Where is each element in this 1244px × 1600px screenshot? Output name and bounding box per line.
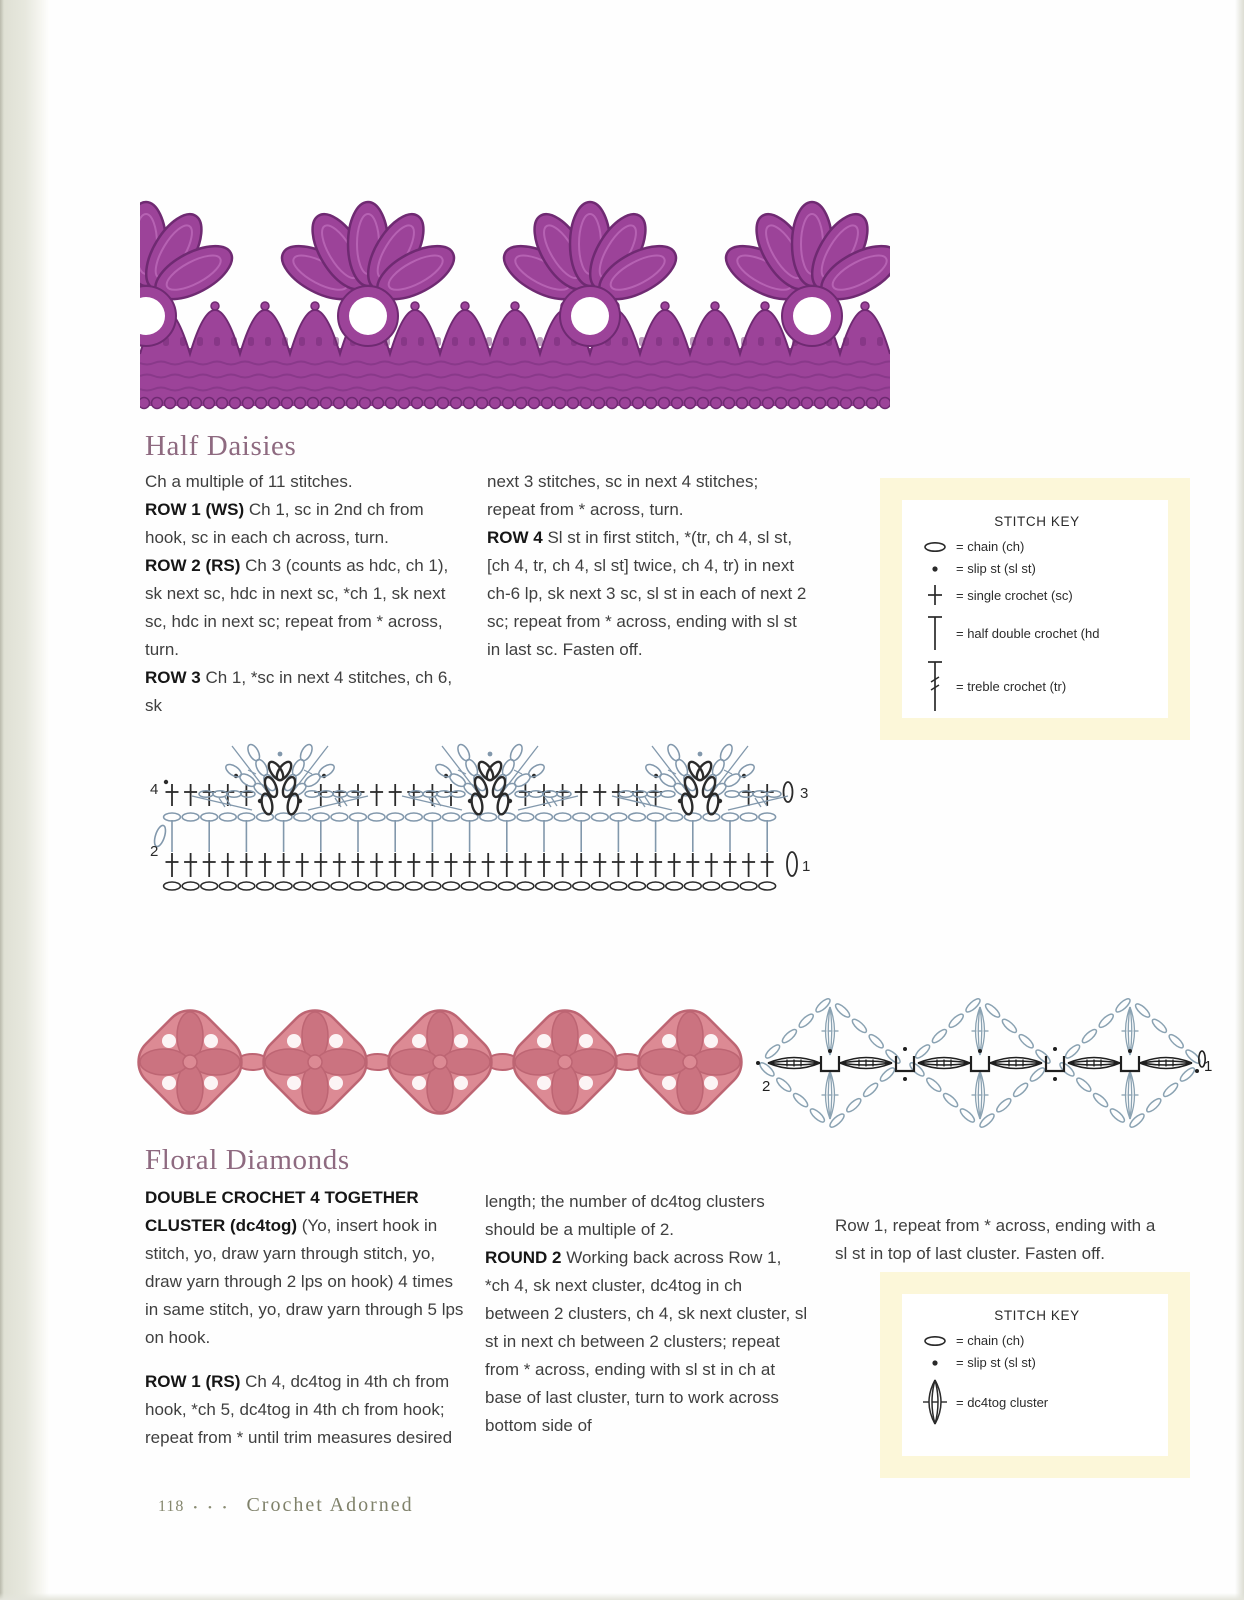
svg-text:1: 1 (1204, 1058, 1213, 1075)
chain-icon (914, 1335, 956, 1347)
pattern-paragraph: length; the number of dc4tog clusters should be a multiple of 2. (485, 1192, 765, 1239)
stitch-key-row: = chain (ch) (914, 539, 1160, 554)
book-title: Crochet Adorned (246, 1494, 414, 1516)
stitch-key-box-half-daisies (880, 478, 1190, 740)
pattern-paragraph: Ch a multiple of 11 stitches. (145, 472, 353, 491)
half-daisies-instructions-col2 (487, 468, 809, 664)
pattern-paragraph: Row 1, repeat from * across, ending with a sl st in top of last cluster. Fasten off. (835, 1216, 1156, 1263)
stitch-key-title: STITCH KEY (994, 514, 1080, 529)
half-daisies-chart (150, 698, 810, 898)
page-number: 118 (158, 1498, 185, 1515)
slip-stitch-icon (914, 564, 956, 574)
floral-diamonds-trim-photo (130, 1000, 745, 1125)
pattern-paragraph: ROW 1 (WS) Ch 1, sc in 2nd ch from hook, sc in each ch across, turn. (145, 500, 424, 547)
pattern-paragraph: DOUBLE CROCHET 4 TOGETHER CLUSTER (dc4tog) (Yo, insert hook in stitch, yo, draw yarn through stitch, yo, draw yarn through 2 lps on hook) 4 times in same stitch, yo, draw yarn through 5 lps on hook. (145, 1188, 464, 1347)
treble-crochet-icon (914, 659, 956, 713)
pattern-paragraph: ROW 3 Ch 1, *sc in next 4 stitches, ch 6, sk (145, 668, 453, 715)
stitch-key-row: = chain (ch) (914, 1333, 1160, 1348)
stitch-key-row: = dc4tog cluster (914, 1377, 1160, 1427)
pattern-paragraph: ROW 1 (RS) Ch 4, dc4tog in 4th ch from hook, *ch 5, dc4tog in 4th ch from hook; repeat from * until trim measures desired (145, 1372, 453, 1447)
stitch-key-row: = single crochet (sc) (914, 583, 1160, 607)
chain-icon (914, 541, 956, 553)
footer-dots: • • • (193, 1502, 231, 1514)
pattern-paragraph: next 3 stitches, sc in next 4 stitches; repeat from * across, turn. (487, 472, 759, 519)
pattern-paragraph: ROW 4 Sl st in first stitch, *(tr, ch 4, sl st, [ch 4, tr, ch 4, sl st] twice, ch 4, tr) in next ch-6 lp, sk next 3 sc, sl st in each of next 2 sc; repeat from * across, ending with sl st in last sc. Fasten off. (487, 528, 807, 659)
page-left-edge (0, 0, 50, 1600)
svg-text:3: 3 (800, 785, 809, 802)
stitch-key-row: = half double crochet (hd (914, 614, 1160, 652)
floral-diamonds-chart (752, 985, 1214, 1145)
stitch-key-panel (902, 1294, 1168, 1456)
stitch-key-row: = slip st (sl st) (914, 561, 1160, 576)
slip-stitch-icon (914, 1358, 956, 1368)
floral-diamonds-instructions-col2 (485, 1188, 809, 1440)
stitch-key-row: = treble crochet (tr) (914, 659, 1160, 713)
floral-diamonds-instructions-col3 (835, 1212, 1159, 1268)
single-crochet-icon (914, 583, 956, 607)
svg-text:2: 2 (150, 843, 159, 860)
stitch-key-row: = slip st (sl st) (914, 1355, 1160, 1370)
pattern-paragraph: ROUND 2 Working back across Row 1, *ch 4, sk next cluster, dc4tog in ch between 2 clusters, ch 4, sk next cluster, sl st in next ch between 2 clusters; repeat from * across, ending with sl st in ch at base of last cluster, turn to work across bottom side of (485, 1248, 808, 1435)
half-daisies-instructions-col1 (145, 468, 467, 720)
floral-diamonds-instructions-col1 (145, 1184, 467, 1452)
stitch-key-title: STITCH KEY (994, 1308, 1080, 1323)
stitch-key-panel (902, 500, 1168, 718)
page-footer (158, 1494, 414, 1517)
pattern-paragraph: ROW 2 (RS) Ch 3 (counts as hdc, ch 1), sk next sc, hdc in next sc, *ch 1, sk next sc, hdc in next sc; repeat from * across, turn. (145, 556, 449, 659)
dc4tog-cluster-icon (914, 1377, 956, 1427)
svg-text:1: 1 (802, 858, 810, 875)
svg-text:2: 2 (762, 1078, 771, 1095)
page-right-edge (1235, 0, 1244, 1600)
half-daisies-title: Half Daisies (145, 430, 297, 462)
half-double-crochet-icon (914, 614, 956, 652)
svg-text:4: 4 (150, 781, 159, 798)
page-bottom-edge (0, 1593, 1244, 1600)
half-daisies-trim-photo (140, 182, 890, 412)
stitch-key-box-floral-diamonds (880, 1272, 1190, 1478)
floral-diamonds-title: Floral Diamonds (145, 1144, 350, 1176)
